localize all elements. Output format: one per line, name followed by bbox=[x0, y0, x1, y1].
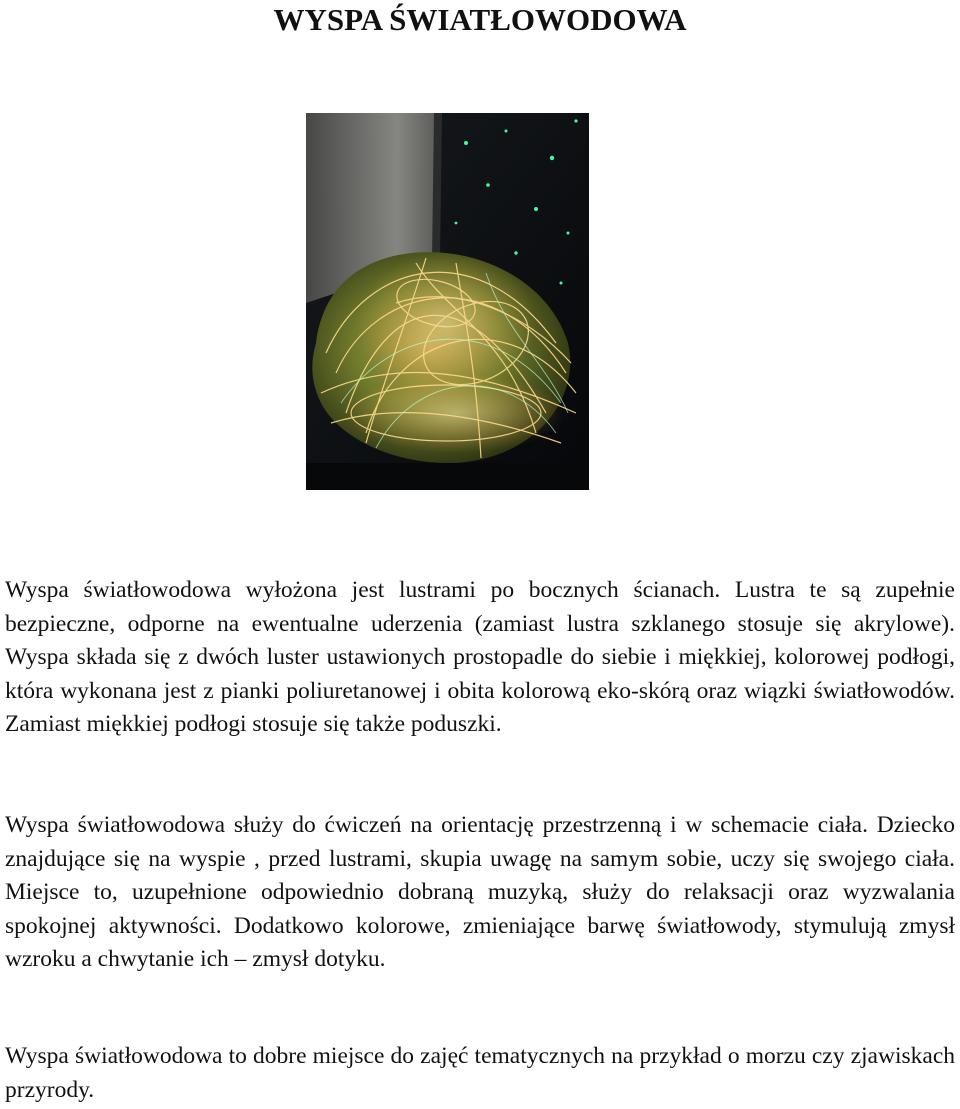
paragraph-2: Wyspa światłowodowa służy do ćwiczeń na orientację przestrzenną i w schemacie ciała. Dziecko znajdujące się na wyspie , przed lustrami, skupia uwagę na samym sobie, uczy się swojego ciała. Miejsce to, uzupełnione odpowiednio dobraną muzyką, służy do relaksacji oraz wyzwalania spokojnej aktywności. Dodatkowo kolorowe, zmieniające barwę światłowody, stymulują zmysł wzroku a chwytanie ich – zmysł dotyku. bbox=[5, 812, 955, 972]
paragraph-1: Wyspa światłowodowa wyłożona jest lustrami po bocznych ścianach. Lustra te są zupełnie bezpieczne, odporne na ewentualne uderzenia (zamiast lustra szklanego stosuje się akrylowe). Wyspa składa się z dwóch luster ustawionych prostopadle do siebie i miękkiej, kolorowej podłogi, która wykonana jest z pianki poliuretanowej i obita kolorową eko-skórą oraz wiązki światłowodów. Zamiast miękkiej podłogi stosuje się także poduszki. bbox=[5, 577, 955, 737]
page-title: WYSPA ŚWIATŁOWODOWA bbox=[273, 2, 687, 37]
fiber-optic-island-photo bbox=[306, 113, 589, 490]
paragraph-3: Wyspa światłowodowa to dobre miejsce do zajęć tematycznych na przykład o morzu czy zjawiskach przyrody. bbox=[5, 1043, 955, 1103]
